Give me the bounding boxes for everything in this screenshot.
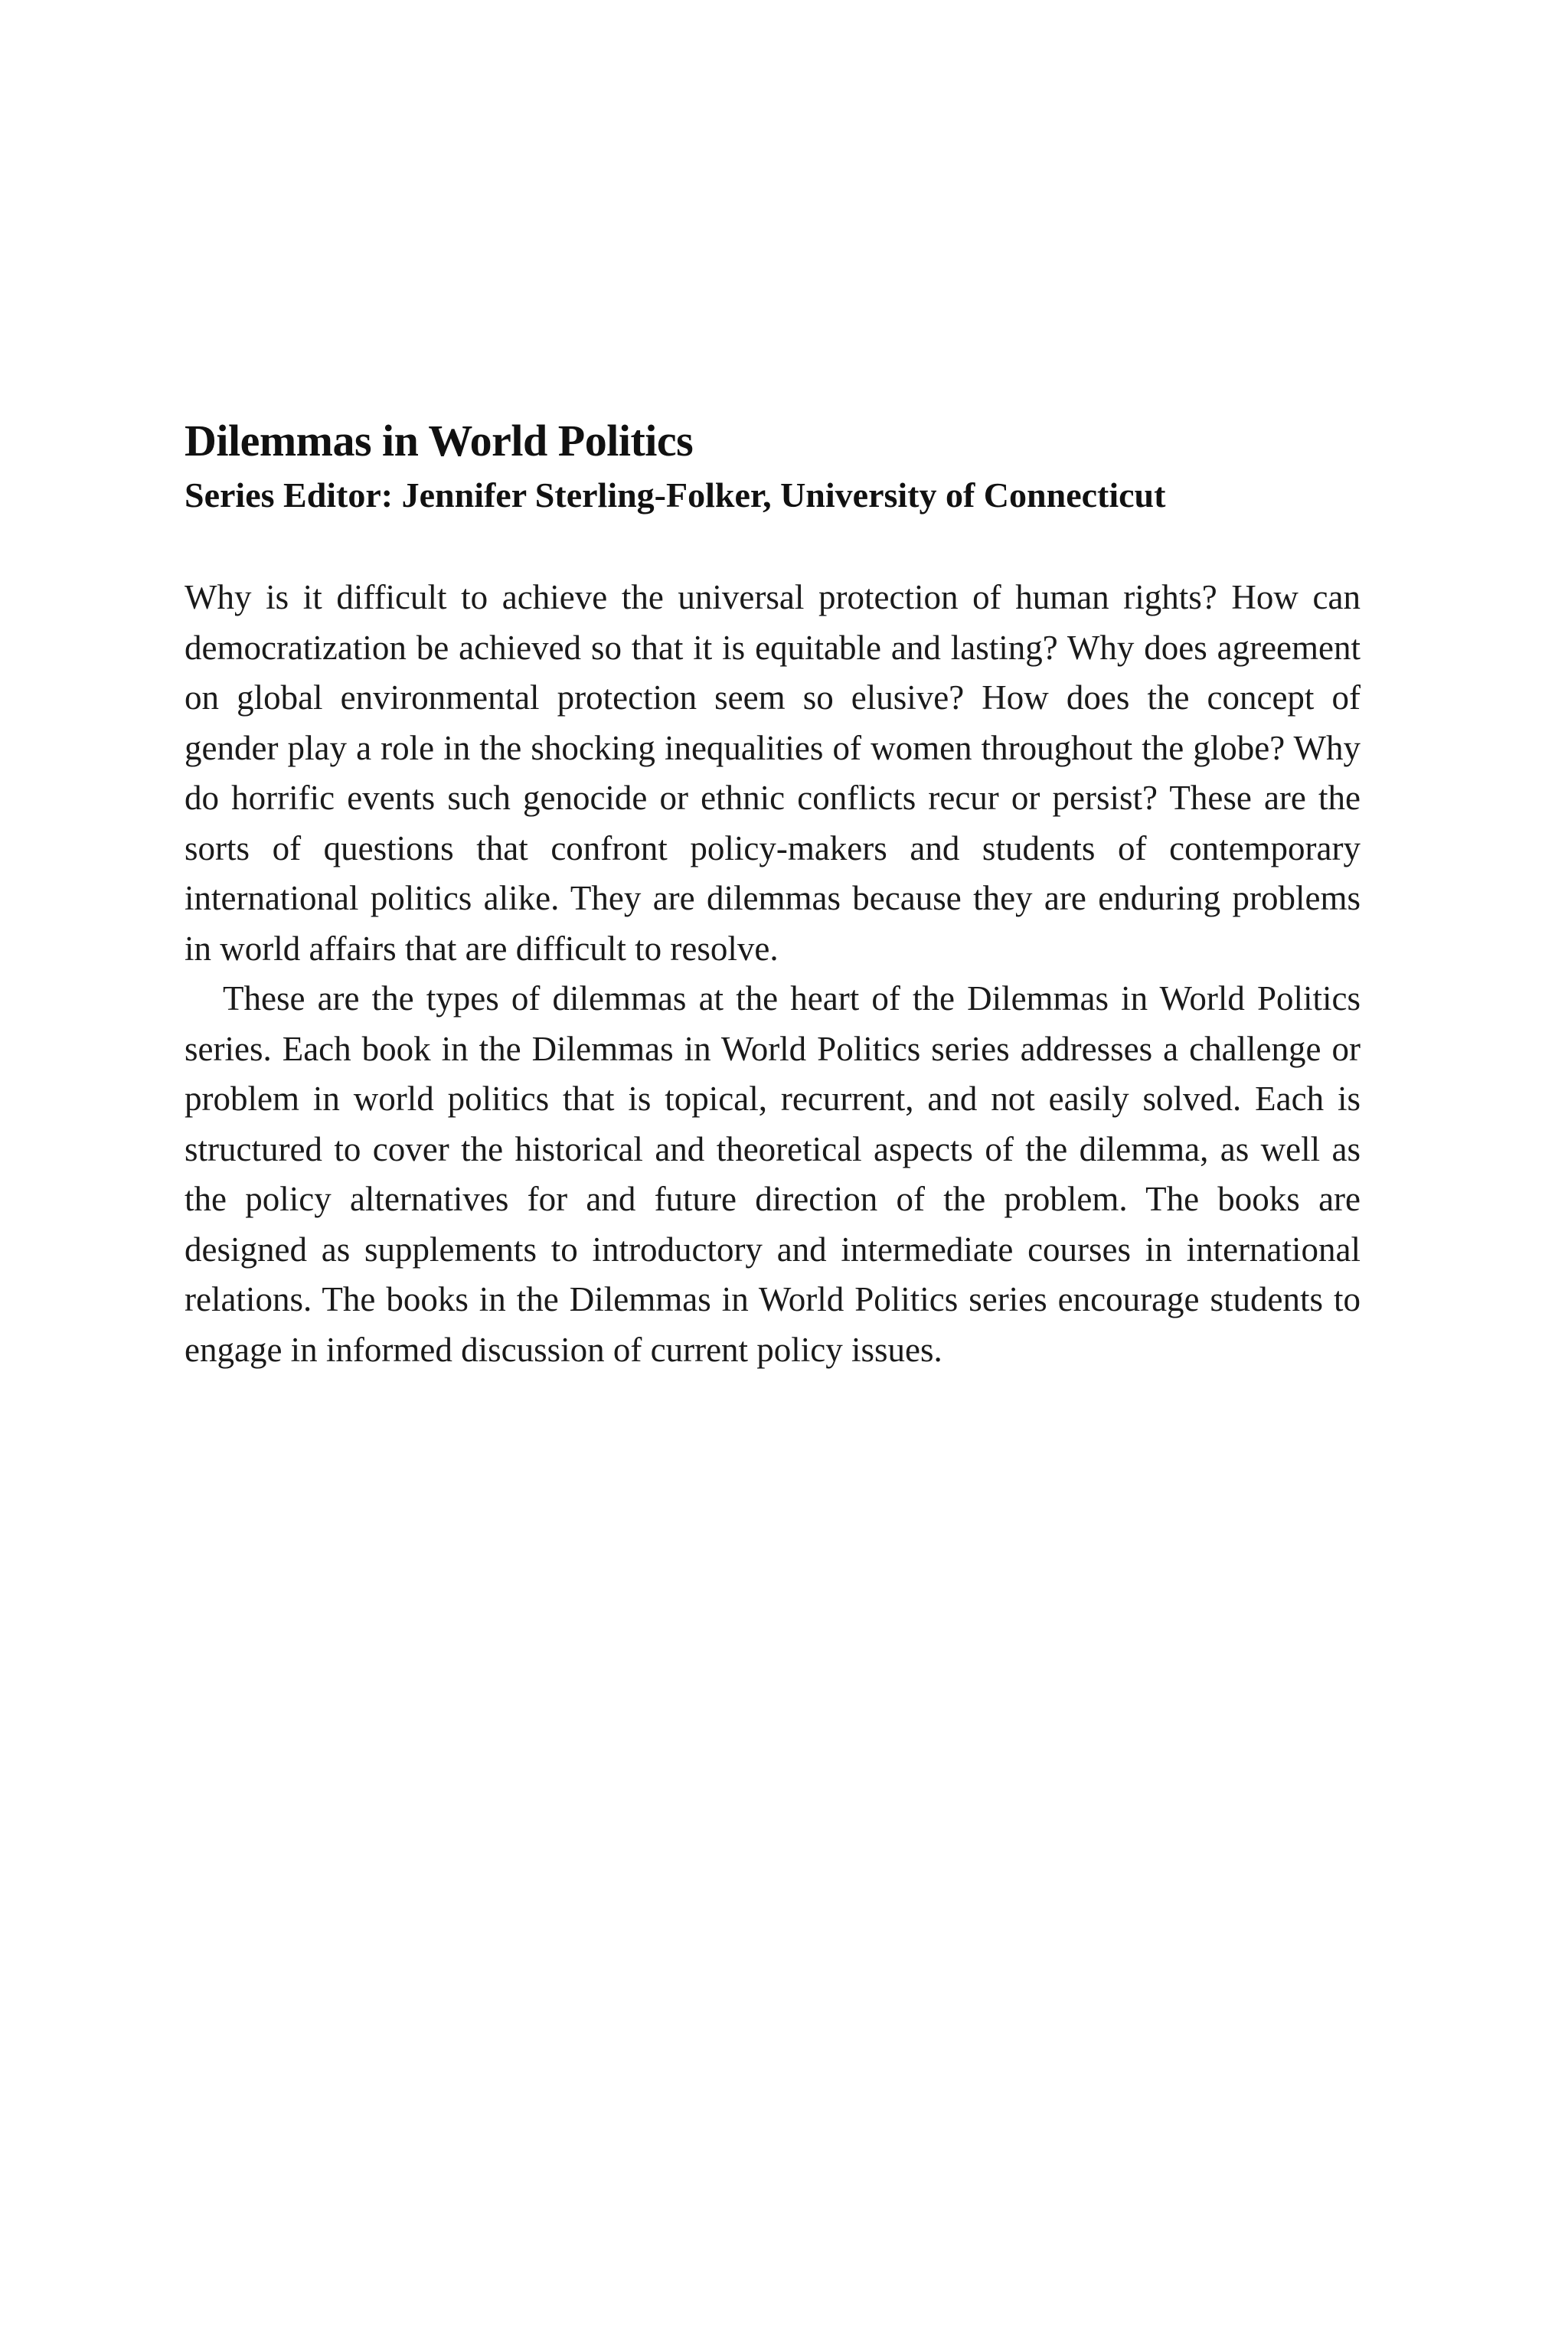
paragraph-2: These are the types of dilemmas at the heart of the Dilemmas in World Politics series. Each book in the Dilemmas in World Politics series addresses a challenge or problem in world politics that is topical, recurrent, and not easily solved. Each is structured to cover the historical and theoretical aspects of the dilemma, as well as the policy alternatives for and future direction of the problem. The books are designed as supplements to introductory and intermediate courses in international relations. The books in the Dilemmas in World Politics series encourage students to engage in informed discussion of current policy issues.	[185, 979, 1361, 1369]
series-description-block	[185, 413, 1361, 1375]
series-title: Dilemmas in World Politics	[185, 416, 694, 466]
paragraph-1: Why is it difficult to achieve the universal protection of human rights? How can democratization be achieved so that it is equitable and lasting? Why does agreement on global environmental protection seem so elusive? How does the concept of gender play a role in the shocking inequalities of women throughout the globe? Why do horrific events such genocide or ethnic conflicts recur or persist? These are the sorts of questions that confront policy-makers and students of contemporary international politics alike. They are dilemmas because they are enduring problems in world affairs that are difficult to resolve.	[185, 578, 1361, 968]
series-editor: Series Editor: Jennifer Sterling-Folker, University of Connecticut	[185, 475, 1166, 514]
series-description	[185, 573, 1361, 1375]
